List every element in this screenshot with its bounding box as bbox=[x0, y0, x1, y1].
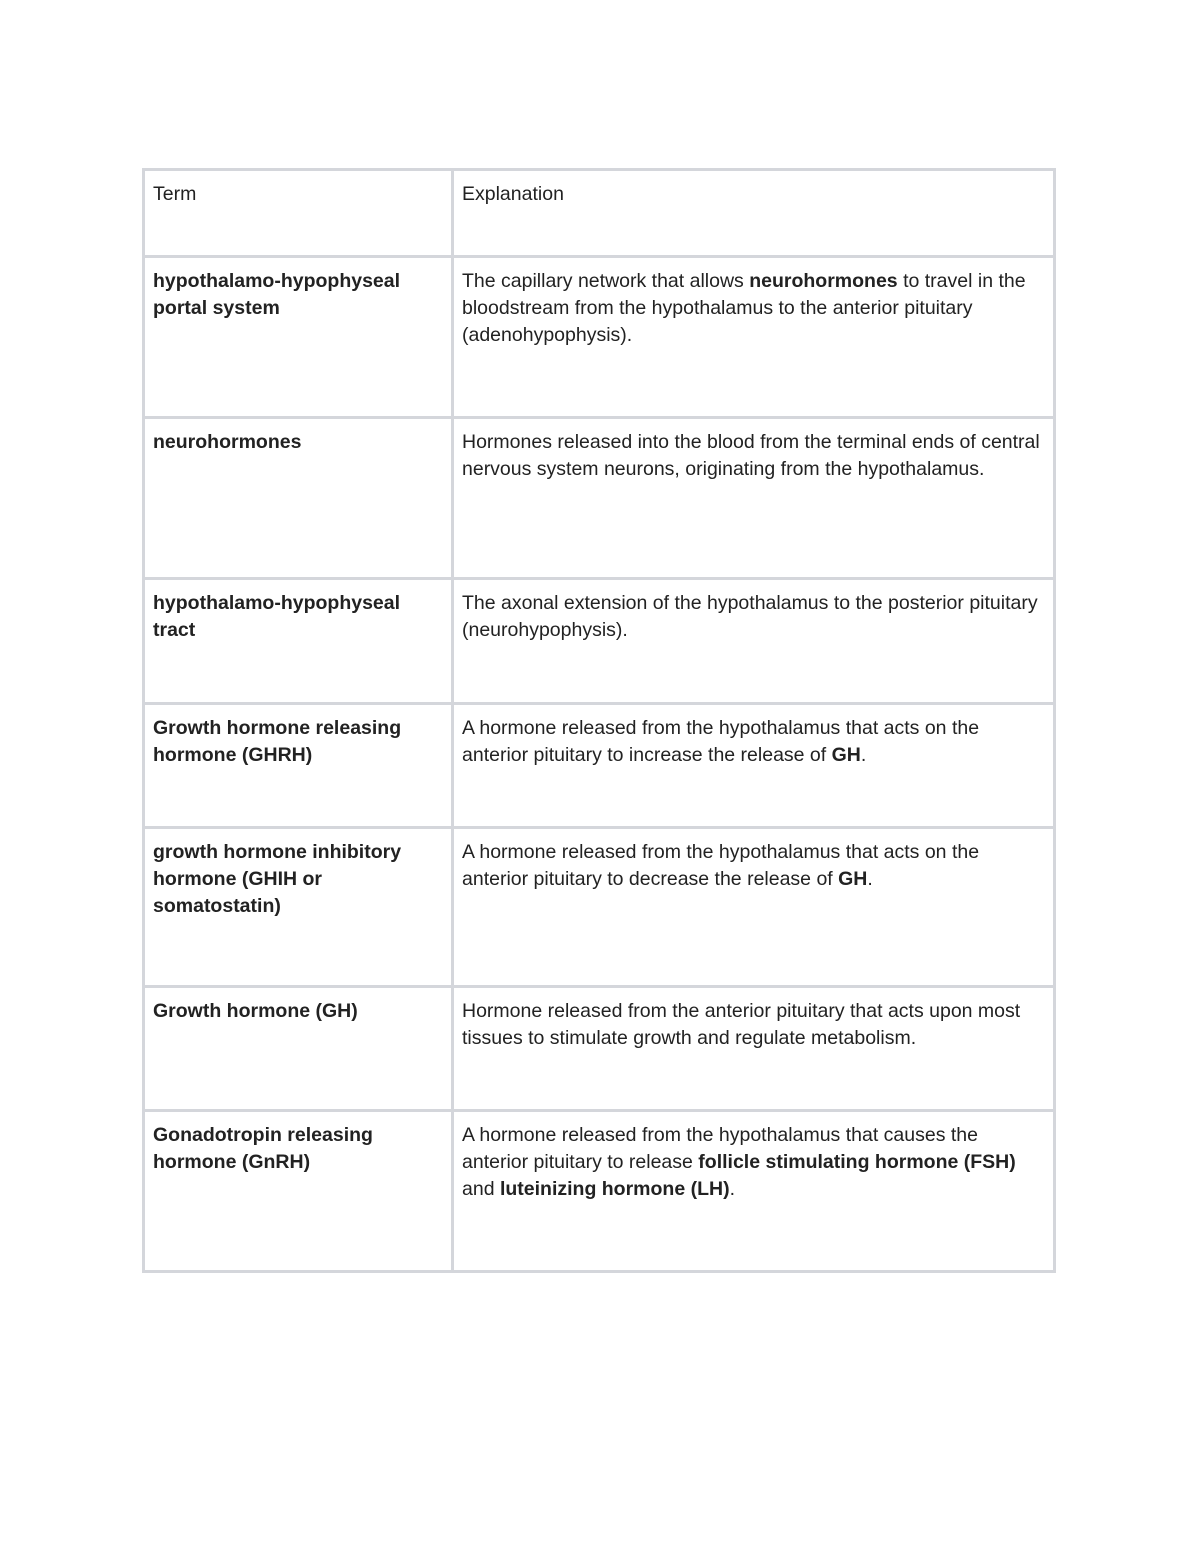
term-cell: Growth hormone (GH) bbox=[144, 987, 453, 1111]
explanation-cell bbox=[453, 828, 1055, 987]
explanation-text: and bbox=[462, 1178, 500, 1200]
table-row bbox=[144, 418, 1055, 579]
explanation-text: The axonal extension of the hypothalamus to the posterior pituitary (neurohypophysis). bbox=[462, 592, 1038, 641]
explanation-column-header: Explanation bbox=[453, 170, 1055, 257]
table-row bbox=[144, 257, 1055, 418]
glossary-table bbox=[142, 168, 1056, 1273]
emphasized-term: follicle stimulating hormone (FSH) bbox=[698, 1151, 1016, 1173]
table-row bbox=[144, 579, 1055, 704]
explanation-cell bbox=[453, 1111, 1055, 1272]
explanation-text: Hormone released from the anterior pituitary that acts upon most tissues to stimulate growth and regulate metabolism. bbox=[462, 1000, 1021, 1049]
explanation-text: . bbox=[867, 868, 873, 890]
glossary-table-body bbox=[144, 170, 1055, 1272]
explanation-text: . bbox=[860, 744, 867, 766]
table-row bbox=[144, 987, 1055, 1111]
explanation-cell bbox=[453, 579, 1055, 704]
explanation-cell bbox=[453, 418, 1055, 579]
term-cell: hypothalamo-hypophyseal portal system bbox=[144, 257, 453, 418]
emphasized-term: neurohormones bbox=[749, 270, 898, 292]
table-row bbox=[144, 1111, 1055, 1272]
emphasized-term: luteinizing hormone (LH) bbox=[499, 1178, 730, 1200]
explanation-text: Hormones released into the blood from the terminal ends of central nervous system neurons, originating from the hypothalamus. bbox=[462, 431, 1040, 480]
explanation-text: A hormone released from the hypothalamus that acts on the anterior pituitary to increase the release of bbox=[462, 717, 980, 766]
table-row bbox=[144, 704, 1055, 828]
explanation-text: A hormone released from the hypothalamus that acts on the anterior pituitary to decrease the release of bbox=[462, 841, 980, 890]
explanation-cell bbox=[453, 704, 1055, 828]
table-header-row bbox=[144, 170, 1055, 257]
explanation-text: The capillary network that allows bbox=[462, 270, 750, 292]
term-cell: neurohormones bbox=[144, 418, 453, 579]
term-cell: hypothalamo-hypophyseal tract bbox=[144, 579, 453, 704]
emphasized-term: GH bbox=[831, 744, 861, 766]
table-row bbox=[144, 828, 1055, 987]
term-cell: Growth hormone releasing hormone (GHRH) bbox=[144, 704, 453, 828]
explanation-cell bbox=[453, 987, 1055, 1111]
explanation-text: A hormone released from the hypothalamus that causes the anterior pituitary to release bbox=[462, 1124, 978, 1173]
term-cell: Gonadotropin releasing hormone (GnRH) bbox=[144, 1111, 453, 1272]
term-column-header: Term bbox=[144, 170, 453, 257]
explanation-text: to travel in the bloodstream from the hypothalamus to the anterior pituitary (adenohypophysis). bbox=[462, 270, 1026, 346]
explanation-text: . bbox=[729, 1178, 736, 1200]
term-cell: growth hormone inhibitory hormone (GHIH or somatostatin) bbox=[144, 828, 453, 987]
emphasized-term: GH bbox=[838, 868, 868, 890]
explanation-cell bbox=[453, 257, 1055, 418]
